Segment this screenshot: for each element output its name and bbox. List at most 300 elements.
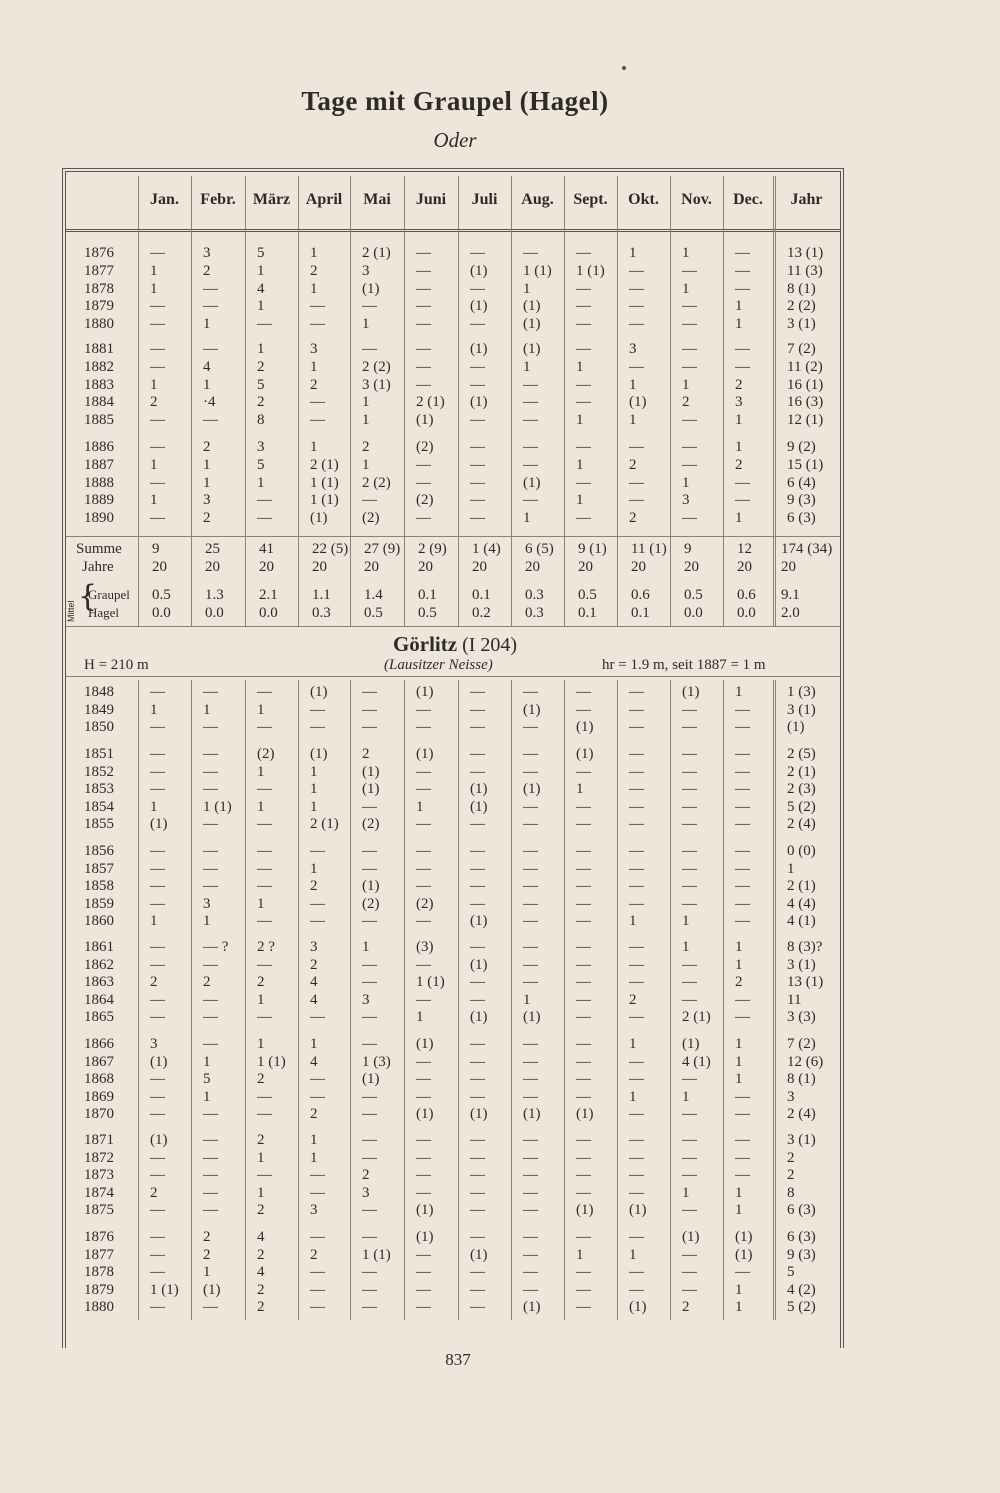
table-cell: — [203,781,218,798]
table-cell: 1 [362,394,370,411]
table-cell: — [362,701,377,718]
table-cell: 4 [310,974,318,991]
table-cell: 0 (0) [787,843,816,859]
row-year: 1869 [84,1088,114,1105]
table-cell: — [362,341,377,357]
table-cell: — [470,492,485,509]
table-cell: 3 [310,939,318,955]
table-cell: (1) [470,1106,488,1123]
table-cell: — [470,701,485,718]
table-cell: 3 [735,394,743,411]
table-cell: — [682,358,697,375]
table-cell: — [310,701,325,718]
table-cell: — [362,298,377,315]
table-cell: 2 (2) [787,298,816,315]
table-cell: — [257,816,272,833]
goerlitz-gauge-height: hr = 1.9 m, seit 1887 = 1 m [602,657,766,673]
table-cell: 1 [203,376,211,393]
table-cell: 1 [576,1246,584,1263]
table-cell: — [362,1036,377,1052]
table-cell: 1 [787,860,795,877]
table-cell: 1 [682,1088,690,1105]
table-cell: (1) [416,412,434,429]
summary-cell: 20 [152,559,167,575]
table-cell: 1 [257,991,265,1008]
summary-cell: 1.1 [312,587,331,603]
summary-separator [66,536,840,537]
table-cell: 12 (1) [787,412,824,429]
table-cell: 2 [310,1106,318,1123]
table-cell: — [203,1009,218,1026]
row-year: 1853 [84,781,114,798]
table-cell: — [523,1229,538,1245]
row-year: 1860 [84,913,114,930]
table-cell: — [735,798,750,815]
table-cell: — [523,492,538,509]
header-juli: Juli [471,191,498,208]
table-cell: 5 [257,456,265,473]
table-cell: — [576,298,591,315]
table-cell: 11 [787,991,802,1008]
table-cell: 1 [523,991,531,1008]
table-cell: — [470,1281,485,1298]
table-cell: — [523,956,538,973]
table-cell: — [257,1106,272,1123]
table-cell: — [576,763,591,780]
table-cell: — [735,1106,750,1123]
summary-cell: 1.4 [364,587,383,603]
table-cell: — [629,1167,644,1184]
table-cell: 5 [257,376,265,393]
table-cell: — [362,843,377,859]
table-row [66,1298,840,1316]
table-cell: — [416,1299,431,1316]
table-cell: — [470,991,485,1008]
table-cell: 1 [416,798,424,815]
table-cell: — [576,341,591,357]
table-cell: — ? [203,939,229,955]
table-cell: — [682,719,697,736]
table-cell: — [682,1167,697,1184]
summary-cell: 0.2 [472,605,491,621]
row-year: 1890 [84,510,114,527]
table-cell: (1) [523,316,541,333]
table-cell: 6 (3) [787,1229,816,1245]
table-cell: 1 [682,245,690,261]
header-mai: Mai [363,191,391,208]
table-cell: — [203,956,218,973]
table-cell: — [416,1132,431,1148]
table-cell: 3 [629,341,637,357]
table-cell: 4 [203,358,211,375]
goerlitz-height: H = 210 m [84,657,149,673]
summary-cell: 27 (9) [364,541,401,557]
table-row [66,1070,840,1088]
table-cell: — [203,1299,218,1316]
table-cell: — [735,843,750,859]
table-cell: — [576,316,591,333]
table-cell: 1 [523,358,531,375]
table-cell: 1 [310,763,318,780]
table-cell: — [470,510,485,527]
summary-cell: 0.0 [205,605,224,621]
table-cell: — [682,412,697,429]
summary-cell: 20 [418,559,433,575]
page-number: 837 [445,1350,471,1369]
table-cell: (1) [362,878,380,895]
summary-cell: 0.1 [472,587,491,603]
table-cell: 2 (5) [787,746,816,762]
table-cell: 1 [257,474,265,491]
table-cell: — [576,956,591,973]
table-cell: — [735,991,750,1008]
summary-cell: 20 [205,559,220,575]
table-cell: — [310,1088,325,1105]
summary-row [66,540,840,558]
table-cell: — [310,895,325,912]
row-year: 1858 [84,878,114,895]
table-row [66,411,840,429]
table-cell: — [682,456,697,473]
table-cell: 2 (1) [416,394,445,411]
table-cell: — [362,1264,377,1281]
table-cell: — [257,510,272,527]
table-row [66,815,840,833]
table-cell: 2 [787,1167,795,1184]
table-cell: 1 (1) [150,1281,179,1298]
goerlitz-river: (Lausitzer Neisse) [384,657,493,673]
table-cell: — [629,816,644,833]
table-row [66,262,840,280]
table-cell: — [257,913,272,930]
summary-cell: 2 (9) [418,541,447,557]
table-cell: 2 [150,394,158,411]
table-cell: 2 (1) [362,245,391,261]
table-cell: — [150,412,165,429]
table-cell: 3 (1) [362,376,391,393]
table-cell: — [629,280,644,297]
summary-cell: 20 [631,559,646,575]
table-row [66,438,840,456]
table-cell: — [523,684,538,700]
table-cell: — [203,878,218,895]
table-cell: — [682,746,697,762]
table-cell: (2) [362,895,380,912]
table-cell: — [150,474,165,491]
header-aug: Aug. [521,191,554,208]
table-cell: (1) [416,746,434,762]
table-cell: — [735,1149,750,1166]
table-cell: 1 [629,1246,637,1263]
table-cell: — [470,1053,485,1070]
table-cell: — [416,341,431,357]
table-cell: 2 (1) [787,763,816,780]
table-cell: — [629,1106,644,1123]
table-cell: — [203,1149,218,1166]
row-year: 1872 [84,1149,114,1166]
table-cell: — [416,298,431,315]
table-cell: — [362,719,377,736]
table-cell: 1 [362,456,370,473]
header-okt: Okt. [628,191,659,208]
table-row [66,956,840,974]
table-cell: — [416,245,431,261]
row-year: 1851 [84,746,114,762]
row-year: 1862 [84,956,114,973]
table-cell: — [629,956,644,973]
table-cell: 2 [257,394,265,411]
table-cell: 1 (1) [257,1053,286,1070]
table-cell: — [735,1132,750,1148]
table-cell: (1) [682,1229,700,1245]
row-year: 1859 [84,895,114,912]
table-cell: — [735,492,750,509]
table-cell: (1) [523,701,541,718]
table-cell: (1) [523,1106,541,1123]
table-cell: — [682,1202,697,1219]
table-cell: 8 [787,1184,795,1201]
table-cell: — [682,763,697,780]
summary-cell: 20 [737,559,752,575]
summary-cell: 0.0 [684,605,703,621]
table-row [66,895,840,913]
table-cell: (1) [362,1071,380,1088]
table-row [66,280,840,298]
table-cell: 1 [203,474,211,491]
table-cell: — [203,991,218,1008]
table-cell: 3 [682,492,690,509]
summary-label: Hagel [88,605,120,620]
table-cell: — [257,684,272,700]
table-cell: — [682,1281,697,1298]
table-cell: 5 (2) [787,798,816,815]
header-jahr: Jahr [790,191,823,208]
table-cell: 1 [150,280,158,297]
table-cell: — [682,991,697,1008]
table-cell: 4 (1) [682,1053,711,1070]
table-cell: 1 [735,298,743,315]
table-cell: 2 [257,1246,265,1263]
table-cell: (1) [362,763,380,780]
table-cell: — [257,492,272,509]
table-cell: — [150,1009,165,1026]
table-cell: 4 [310,1053,318,1070]
table-cell: 3 [787,1088,795,1105]
summary-cell: 20 [364,559,379,575]
summary-cell: 0.1 [418,587,437,603]
table-cell: — [576,1132,591,1148]
table-cell: — [203,816,218,833]
table-cell: 2 [257,1132,265,1148]
table-cell: 1 [203,1264,211,1281]
table-cell: — [735,763,750,780]
table-cell: 1 [629,245,637,261]
table-cell: — [150,316,165,333]
table-cell: 2 [203,510,211,527]
table-cell: 2 [735,376,743,393]
row-year: 1873 [84,1167,114,1184]
header-april: April [305,191,343,208]
table-row [66,474,840,492]
table-cell: — [150,1202,165,1219]
table-cell: — [310,1229,325,1245]
table-cell: — [576,510,591,527]
table-cell: — [362,974,377,991]
table-cell: — [416,1264,431,1281]
table-cell: (1) [416,1202,434,1219]
table-cell: 8 [257,412,265,429]
table-row [66,1088,840,1106]
table-cell: — [310,1071,325,1088]
table-cell: — [470,474,485,491]
table-cell: 1 [310,1149,318,1166]
table-cell: — [682,510,697,527]
table-row [66,1201,840,1219]
table-cell: — [576,701,591,718]
table-cell: 1 [310,860,318,877]
table-cell: 1 [523,510,531,527]
table-row [66,912,840,930]
table-cell: — [523,1184,538,1201]
table-cell: 1 [362,939,370,955]
table-cell: 2 (1) [682,1009,711,1026]
table-cell: — [470,763,485,780]
table-cell: — [576,1184,591,1201]
table-cell: — [470,684,485,700]
table-cell: — [470,843,485,859]
table-cell: — [416,1149,431,1166]
table-cell: — [310,1184,325,1201]
row-year: 1852 [84,763,114,780]
summary-cell: 0.5 [152,587,171,603]
table-cell: 9 (2) [787,439,816,455]
table-cell: — [416,456,431,473]
table-cell: — [735,895,750,912]
table-cell: 16 (3) [787,394,824,411]
summary-cell: 1 (4) [472,541,501,557]
table-row [66,358,840,376]
summary-cell: 25 [205,541,220,557]
table-cell: (1) [470,262,488,279]
row-year: 1871 [84,1132,114,1148]
table-cell: 2 [310,956,318,973]
table-cell: 1 [310,798,318,815]
summary-cell: 0.5 [578,587,597,603]
table-row [66,798,840,816]
table-row [66,1263,840,1281]
goerlitz-header-separator [66,676,840,677]
table-cell: 1 [735,1202,743,1219]
table-row [66,376,840,394]
table-cell: 1 [203,456,211,473]
table-cell: — [576,245,591,261]
table-cell: — [576,860,591,877]
table-cell: — [257,781,272,798]
table-cell: — [470,1229,485,1245]
table-cell: 1 [310,358,318,375]
table-cell: — [203,746,218,762]
table-cell: — [150,746,165,762]
table-cell: 1 [576,781,584,798]
mittel-label: Mittel [66,600,76,622]
table-cell: 2 (4) [787,1106,816,1123]
table-cell: — [523,1132,538,1148]
table-cell: — [523,798,538,815]
table-row [66,456,840,474]
table-cell: (1) [629,394,647,411]
table-cell: (1) [362,280,380,297]
row-year: 1865 [84,1009,114,1026]
table-cell: — [470,245,485,261]
table-cell: (1) [362,781,380,798]
table-cell: — [576,1053,591,1070]
table-cell: 4 (1) [787,913,816,930]
table-cell: 2 [257,358,265,375]
table-cell: — [470,1167,485,1184]
table-cell: — [576,684,591,700]
table-cell: — [735,245,750,261]
table-row [66,842,840,860]
table-cell: — [362,1009,377,1026]
table-cell: — [362,1132,377,1148]
table-cell: — [629,1149,644,1166]
table-row [66,1166,840,1184]
table-row [66,491,840,509]
table-cell: — [362,1149,377,1166]
table-cell: — [150,878,165,895]
table-cell: 1 [416,1009,424,1026]
table-cell: — [576,1229,591,1245]
table-cell: 3 [362,991,370,1008]
table-cell: — [203,860,218,877]
table-cell: (1) [523,341,541,357]
table-cell: — [523,1167,538,1184]
table-cell: — [203,843,218,859]
table-cell: (1) [470,1009,488,1026]
table-cell: 2 (1) [787,878,816,895]
table-cell: 1 [150,262,158,279]
table-cell: — [150,719,165,736]
row-year: 1867 [84,1053,114,1070]
table-row [66,1105,840,1123]
table-cell: — [470,412,485,429]
table-cell: — [629,262,644,279]
table-cell: — [150,991,165,1008]
table-cell: — [416,1246,431,1263]
table-cell: — [523,394,538,411]
table-cell: — [203,1202,218,1219]
table-cell: — [310,412,325,429]
table-cell: 1 [257,262,265,279]
table-row [66,780,840,798]
table-cell: 1 [150,798,158,815]
table-cell: 5 [257,245,265,261]
table-cell: (1) [310,510,328,527]
table-cell: 1 [257,1149,265,1166]
table-row [66,509,840,527]
table-cell: 9 (3) [787,492,816,509]
summary-label: Summe [76,541,122,557]
table-cell: — [257,1009,272,1026]
table-cell: — [629,860,644,877]
table-cell: — [735,719,750,736]
table-cell: 3 [362,262,370,279]
table-cell: — [416,878,431,895]
table-cell: — [257,1167,272,1184]
table-cell: — [470,895,485,912]
table-cell: — [629,939,644,955]
table-cell: — [416,1167,431,1184]
